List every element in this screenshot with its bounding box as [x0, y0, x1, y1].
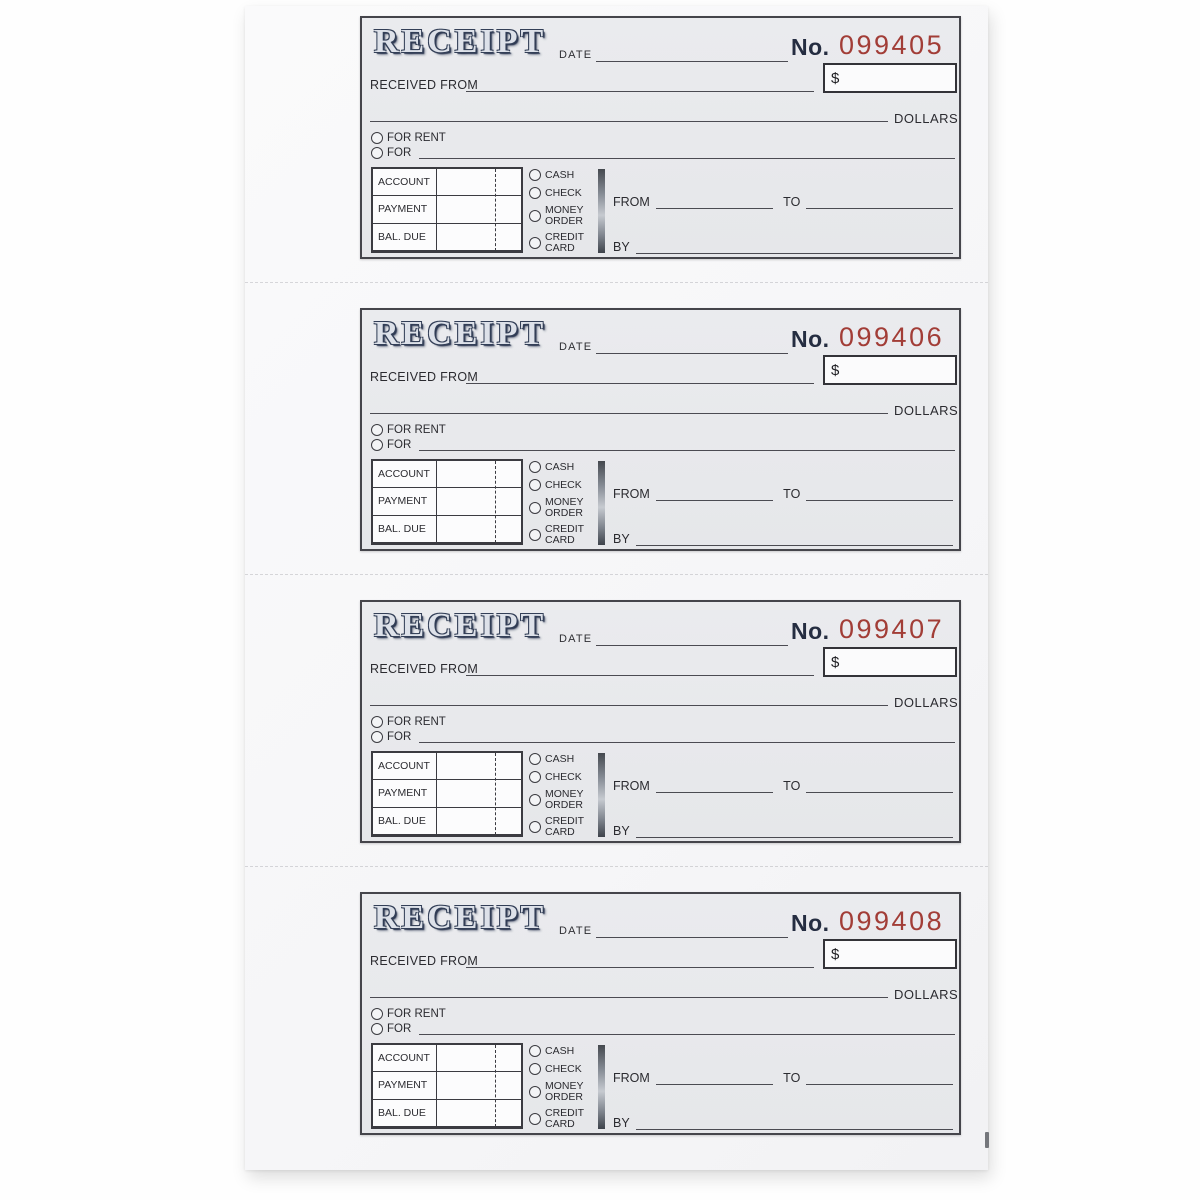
cash-radio — [529, 1045, 541, 1057]
for-label: FOR — [387, 731, 412, 743]
for-line — [419, 731, 955, 743]
by-line — [636, 241, 953, 254]
received-from-label: RECEIVED FROM — [370, 370, 479, 384]
cash-option — [529, 1045, 601, 1057]
dollar-sign: $ — [831, 946, 840, 963]
account-label: ACCOUNT — [373, 753, 437, 779]
received-from-label: RECEIVED FROM — [370, 662, 479, 676]
to-label: TO — [783, 1071, 801, 1085]
receipt-form — [360, 892, 961, 1135]
receipt-title: RECEIPT — [374, 899, 547, 936]
received-from-label: RECEIVED FROM — [370, 954, 479, 968]
to-line — [806, 1072, 953, 1085]
dollar-sign: $ — [831, 70, 840, 87]
amount-words-line — [370, 310, 888, 414]
for-option — [371, 439, 955, 451]
for-rent-option — [371, 716, 446, 728]
payment-label: PAYMENT — [373, 196, 437, 222]
account-table — [371, 751, 523, 837]
check-label: CHECK — [545, 186, 582, 199]
for-rent-label: FOR RENT — [387, 424, 446, 436]
money-order-label: MONEY ORDER — [545, 496, 584, 519]
for-line — [419, 1023, 955, 1035]
by-line — [636, 533, 953, 546]
by-row — [613, 824, 953, 838]
receipt-title: RECEIPT — [374, 23, 547, 60]
money-order-label: MONEY ORDER — [545, 204, 584, 227]
account-label: ACCOUNT — [373, 169, 437, 195]
for-line — [419, 439, 955, 451]
for-rent-option — [371, 132, 446, 144]
number-label: No. — [791, 326, 830, 352]
check-label: CHECK — [545, 770, 582, 783]
account-label: ACCOUNT — [373, 461, 437, 487]
for-rent-label: FOR RENT — [387, 132, 446, 144]
divider-bar — [598, 461, 605, 545]
for-option — [371, 1023, 955, 1035]
payment-method-options — [529, 169, 601, 253]
perforation-line — [245, 574, 988, 575]
stub-dashed-divider — [495, 169, 496, 251]
stub-dashed-divider — [495, 461, 496, 543]
receipt-form — [360, 16, 961, 259]
dollars-label: DOLLARS — [894, 987, 959, 1002]
by-label: BY — [613, 240, 630, 254]
number-label: No. — [791, 910, 830, 936]
table-row-bal-due — [373, 808, 521, 835]
number-label: No. — [791, 34, 830, 60]
money-order-radio — [529, 1086, 541, 1098]
for-rent-radio — [371, 424, 383, 436]
money-order-radio — [529, 794, 541, 806]
for-label: FOR — [387, 439, 412, 451]
for-line — [419, 147, 955, 159]
amount-words-line — [370, 18, 888, 122]
perforation-line — [245, 866, 988, 867]
dollar-sign: $ — [831, 362, 840, 379]
by-line — [636, 825, 953, 838]
credit-card-radio — [529, 529, 541, 541]
by-row — [613, 240, 953, 254]
check-label: CHECK — [545, 1062, 582, 1075]
for-rent-label: FOR RENT — [387, 716, 446, 728]
cash-radio — [529, 169, 541, 181]
for-label: FOR — [387, 1023, 412, 1035]
by-row — [613, 532, 953, 546]
amount-words-line — [370, 602, 888, 706]
stub-dashed-divider — [495, 1045, 496, 1127]
cash-label: CASH — [545, 460, 575, 473]
account-label: ACCOUNT — [373, 1045, 437, 1071]
by-label: BY — [613, 532, 630, 546]
for-option — [371, 147, 955, 159]
money-order-option — [529, 789, 601, 810]
table-row-account — [373, 169, 521, 196]
money-order-option — [529, 1081, 601, 1102]
cash-option — [529, 753, 601, 765]
credit-card-option — [529, 524, 601, 545]
credit-card-option — [529, 1108, 601, 1129]
money-order-option — [529, 205, 601, 226]
dollars-label: DOLLARS — [894, 403, 959, 418]
receipt-form — [360, 600, 961, 843]
account-table — [371, 167, 523, 253]
check-radio — [529, 771, 541, 783]
to-label: TO — [783, 487, 801, 501]
credit-card-radio — [529, 237, 541, 249]
credit-card-label: CREDIT CARD — [545, 523, 584, 546]
amount-words-line — [370, 894, 888, 998]
dollar-sign: $ — [831, 654, 840, 671]
credit-card-option — [529, 816, 601, 837]
payment-label: PAYMENT — [373, 780, 437, 806]
table-row-payment — [373, 780, 521, 807]
receipt-number: 099405 — [839, 30, 945, 60]
receipt-form — [360, 308, 961, 551]
from-label: FROM — [613, 195, 650, 209]
check-label: CHECK — [545, 478, 582, 491]
from-to-row — [613, 1071, 953, 1085]
check-radio — [529, 187, 541, 199]
check-option — [529, 1063, 601, 1075]
money-order-radio — [529, 502, 541, 514]
bal-due-label: BAL. DUE — [373, 516, 437, 542]
from-label: FROM — [613, 1071, 650, 1085]
table-row-payment — [373, 488, 521, 515]
for-label: FOR — [387, 147, 412, 159]
check-option — [529, 771, 601, 783]
account-table — [371, 1043, 523, 1129]
for-rent-radio — [371, 716, 383, 728]
dollars-label: DOLLARS — [894, 111, 959, 126]
by-label: BY — [613, 1116, 630, 1130]
credit-card-option — [529, 232, 601, 253]
by-row — [613, 1116, 953, 1130]
table-row-account — [373, 461, 521, 488]
date-label: DATE — [559, 925, 593, 937]
money-order-label: MONEY ORDER — [545, 788, 584, 811]
receipt-sheet — [245, 6, 988, 1170]
cash-radio — [529, 753, 541, 765]
received-from-label: RECEIVED FROM — [370, 78, 479, 92]
credit-card-label: CREDIT CARD — [545, 231, 584, 254]
cash-option — [529, 461, 601, 473]
cash-label: CASH — [545, 752, 575, 765]
for-radio — [371, 1023, 383, 1035]
money-order-radio — [529, 210, 541, 222]
from-label: FROM — [613, 487, 650, 501]
for-radio — [371, 439, 383, 451]
table-row-bal-due — [373, 516, 521, 543]
date-label: DATE — [559, 341, 593, 353]
payment-method-options — [529, 1045, 601, 1129]
cash-label: CASH — [545, 1044, 575, 1057]
receipt-title: RECEIPT — [374, 607, 547, 644]
credit-card-radio — [529, 821, 541, 833]
from-line — [656, 196, 773, 209]
for-rent-option — [371, 424, 446, 436]
cash-option — [529, 169, 601, 181]
bal-due-label: BAL. DUE — [373, 224, 437, 250]
to-line — [806, 780, 953, 793]
table-row-account — [373, 1045, 521, 1072]
for-rent-label: FOR RENT — [387, 1008, 446, 1020]
money-order-option — [529, 497, 601, 518]
from-to-row — [613, 779, 953, 793]
check-option — [529, 479, 601, 491]
for-radio — [371, 731, 383, 743]
bal-due-label: BAL. DUE — [373, 808, 437, 834]
from-to-row — [613, 195, 953, 209]
dollars-label: DOLLARS — [894, 695, 959, 710]
payment-method-options — [529, 753, 601, 837]
check-radio — [529, 479, 541, 491]
for-option — [371, 731, 955, 743]
for-rent-radio — [371, 132, 383, 144]
check-radio — [529, 1063, 541, 1075]
to-label: TO — [783, 779, 801, 793]
divider-bar — [598, 1045, 605, 1129]
table-row-payment — [373, 1072, 521, 1099]
table-row-payment — [373, 196, 521, 223]
check-option — [529, 187, 601, 199]
date-label: DATE — [559, 633, 593, 645]
money-order-label: MONEY ORDER — [545, 1080, 584, 1103]
cash-label: CASH — [545, 168, 575, 181]
to-line — [806, 196, 953, 209]
to-line — [806, 488, 953, 501]
stub-dashed-divider — [495, 753, 496, 835]
by-label: BY — [613, 824, 630, 838]
table-row-bal-due — [373, 1100, 521, 1127]
to-label: TO — [783, 195, 801, 209]
payment-label: PAYMENT — [373, 1072, 437, 1098]
divider-bar — [598, 169, 605, 253]
table-row-account — [373, 753, 521, 780]
edge-mark — [985, 1132, 989, 1148]
credit-card-label: CREDIT CARD — [545, 815, 584, 838]
table-row-bal-due — [373, 224, 521, 251]
from-line — [656, 488, 773, 501]
cash-radio — [529, 461, 541, 473]
account-table — [371, 459, 523, 545]
from-line — [656, 1072, 773, 1085]
number-label: No. — [791, 618, 830, 644]
divider-bar — [598, 753, 605, 837]
receipt-title: RECEIPT — [374, 315, 547, 352]
from-to-row — [613, 487, 953, 501]
receipt-number: 099406 — [839, 322, 945, 352]
from-label: FROM — [613, 779, 650, 793]
credit-card-radio — [529, 1113, 541, 1125]
payment-method-options — [529, 461, 601, 545]
from-line — [656, 780, 773, 793]
receipt-number: 099408 — [839, 906, 945, 936]
perforation-line — [245, 282, 988, 283]
payment-label: PAYMENT — [373, 488, 437, 514]
for-rent-option — [371, 1008, 446, 1020]
for-radio — [371, 147, 383, 159]
bal-due-label: BAL. DUE — [373, 1100, 437, 1126]
for-rent-radio — [371, 1008, 383, 1020]
date-label: DATE — [559, 49, 593, 61]
receipt-number: 099407 — [839, 614, 945, 644]
by-line — [636, 1117, 953, 1130]
credit-card-label: CREDIT CARD — [545, 1107, 584, 1130]
